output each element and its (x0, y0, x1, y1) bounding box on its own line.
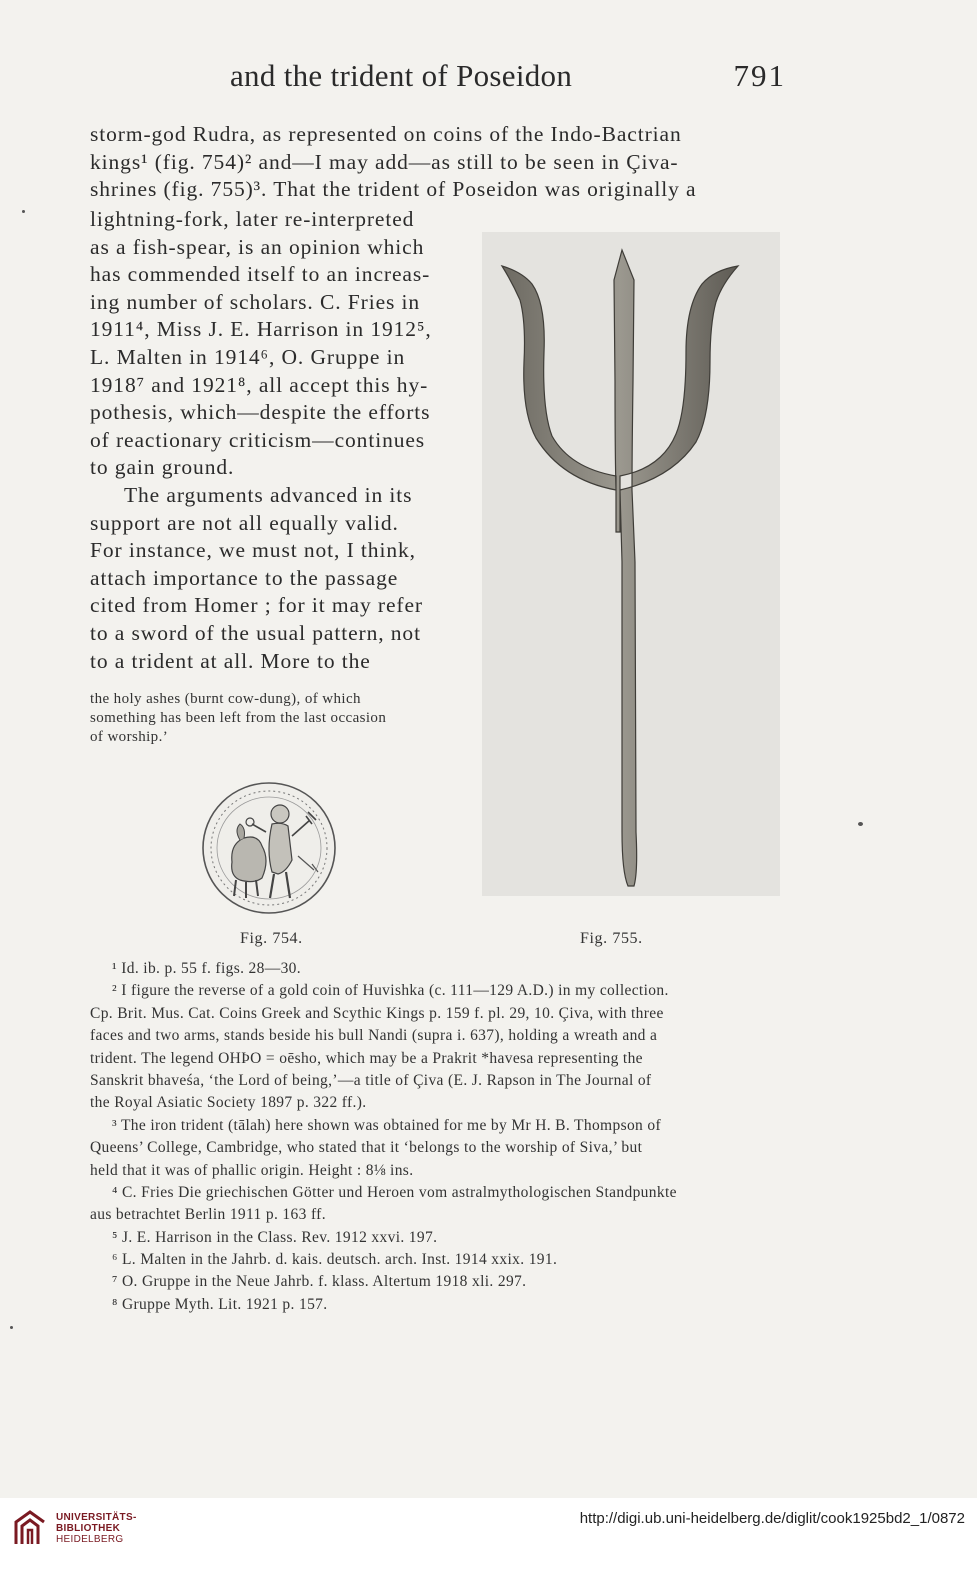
body-line: pothesis, which—despite the efforts (90, 400, 431, 425)
footnote-line: ² I figure the reverse of a gold coin of Huvishka (c. 111—129 A.D.) in my collection. (112, 982, 669, 1000)
scan-speck (858, 822, 863, 826)
body-paragraph-narrow (90, 206, 454, 675)
running-header (90, 58, 786, 102)
body-line: attach importance to the passage (90, 565, 399, 590)
footnote-line: ⁸ Gruppe Myth. Lit. 1921 p. 157. (112, 1295, 328, 1313)
footnote-line: trident. The legend OHÞO = oēsho, which may be a Prakrit *havesa representing the (90, 1049, 643, 1067)
library-name (56, 1512, 137, 1545)
footnote-line: ⁴ C. Fries Die griechischen Götter und Heroen vom astralmythologischen Standpunkte (112, 1183, 677, 1201)
footnote-line: the Royal Asiatic Society 1897 p. 322 ff.). (90, 1094, 367, 1112)
footnote-line: faces and two arms, stands beside his bull Nandi (supra i. 637), holding a wreath and a (90, 1027, 658, 1045)
footnote-line: ⁵ J. E. Harrison in the Class. Rev. 1912 xxvi. 197. (112, 1228, 438, 1246)
small-line: something has been left from the last occasion (90, 710, 387, 726)
body-line: support are not all equally valid. (90, 510, 399, 535)
small-line: the holy ashes (burnt cow-dung), of which (90, 691, 361, 707)
figure-754-caption: Fig. 754. (240, 930, 303, 947)
body-line: storm-god Rudra, as represented on coins of the Indo-Bactrian (90, 122, 682, 146)
continued-footnote-text (90, 690, 454, 747)
trident-photo-figure-755 (482, 232, 780, 896)
library-name-line: UNIVERSITÄTS- (56, 1512, 137, 1523)
body-line: 1911⁴, Miss J. E. Harrison in 1912⁵, (90, 317, 432, 342)
body-line: to gain ground. (90, 455, 235, 480)
source-url-link[interactable]: http://digi.ub.uni-heidelberg.de/diglit/cook1925bd2_1/0872 (579, 1510, 965, 1527)
body-line: ing number of scholars. C. Fries in (90, 289, 421, 314)
footnote-line: ⁷ O. Gruppe in the Neue Jahrb. f. klass. Altertum 1918 xli. 297. (112, 1273, 527, 1291)
running-title: and the trident of Poseidon (230, 58, 573, 93)
body-line: of reactionary criticism—continues (90, 427, 426, 452)
body-line: lightning-fork, later re-interpreted (90, 207, 415, 231)
library-name-line: HEIDELBERG (56, 1534, 124, 1545)
body-paragraph-full-width (90, 121, 786, 204)
body-line: kings¹ (fig. 754)² and—I may add—as still to be seen in Çiva- (90, 149, 679, 174)
scan-speck (10, 1326, 13, 1329)
footnote-line: ⁶ L. Malten in the Jahrb. d. kais. deutsch. arch. Inst. 1914 xxix. 191. (112, 1251, 558, 1269)
digital-library-footer (0, 1498, 977, 1573)
footnote-line: held that it was of phallic origin. Height : 8⅛ ins. (90, 1161, 414, 1179)
body-line: to a sword of the usual pattern, not (90, 620, 421, 645)
body-line: cited from Homer ; for it may refer (90, 593, 423, 618)
body-line: has commended itself to an increas- (90, 262, 431, 287)
trident-illustration (482, 232, 780, 896)
coin-illustration (200, 780, 338, 916)
scan-speck (22, 210, 25, 213)
figure-755-caption: Fig. 755. (580, 930, 643, 947)
footnote-line: Cp. Brit. Mus. Cat. Coins Greek and Scythic Kings p. 159 f. pl. 29, 10. Çiva, with three (90, 1004, 664, 1022)
page-number: 791 (733, 58, 786, 93)
footnote-line: ¹ Id. ib. p. 55 f. figs. 28—30. (112, 960, 302, 977)
body-line: The arguments advanced in its (124, 482, 413, 507)
footnote-line: Queens’ College, Cambridge, who stated that it ‘belongs to the worship of Siva,’ but (90, 1139, 643, 1157)
body-line: 1918⁷ and 1921⁸, all accept this hy- (90, 372, 429, 397)
library-name-line: BIBLIOTHEK (56, 1523, 121, 1534)
small-line: of worship.’ (90, 729, 169, 745)
footnotes (90, 958, 786, 1316)
body-line: to a trident at all. More to the (90, 648, 371, 673)
footnote-line: aus betrachtet Berlin 1911 p. 163 ff. (90, 1206, 326, 1224)
footnote-line: Sanskrit bhaveśa, ‘the Lord of being,’—a title of Çiva (E. J. Rapson in The Journal of (90, 1071, 652, 1089)
body-line: For instance, we must not, I think, (90, 538, 416, 563)
body-line: shrines (fig. 755)³. That the trident of Poseidon was originally a (90, 177, 697, 202)
body-line: as a fish-spear, is an opinion which (90, 234, 425, 259)
body-line: L. Malten in 1914⁶, O. Gruppe in (90, 344, 406, 369)
library-logo-icon (12, 1508, 48, 1548)
coin-figure-754 (200, 780, 338, 916)
footnote-line: ³ The iron trident (tālah) here shown was obtained for me by Mr H. B. Thompson of (112, 1116, 661, 1134)
